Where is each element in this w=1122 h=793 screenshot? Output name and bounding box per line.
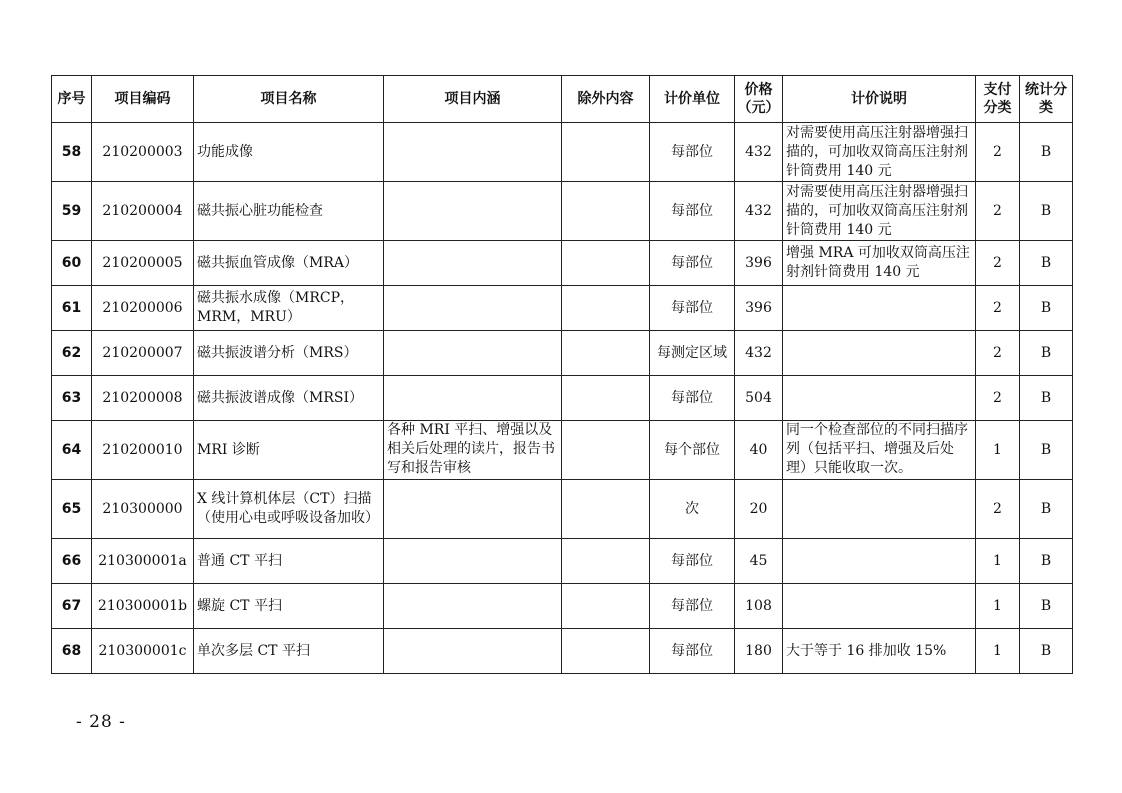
cell-unit: 每个部位 (650, 421, 735, 480)
cell-code: 210200003 (92, 123, 194, 182)
cell-unit: 每部位 (650, 286, 735, 331)
header-name: 项目名称 (194, 76, 384, 123)
cell-seq: 65 (52, 480, 92, 539)
cell-note (783, 480, 976, 539)
cell-name: X 线计算机体层（CT）扫描（使用心电或呼吸设备加收） (194, 480, 384, 539)
cell-code: 210200006 (92, 286, 194, 331)
cell-stat: B (1020, 123, 1073, 182)
cell-pay: 2 (976, 182, 1020, 241)
cell-unit: 每测定区域 (650, 331, 735, 376)
cell-name: 磁共振波谱成像（MRSI） (194, 376, 384, 421)
cell-note: 大于等于 16 排加收 15% (783, 629, 976, 674)
cell-stat: B (1020, 584, 1073, 629)
cell-code: 210300001a (92, 539, 194, 584)
cell-note (783, 331, 976, 376)
cell-exclusions (562, 182, 650, 241)
cell-note: 对需要使用高压注射器增强扫描的，可加收双筒高压注射剂针筒费用 140 元 (783, 123, 976, 182)
cell-content (384, 182, 562, 241)
table-row (52, 123, 1073, 182)
cell-unit: 每部位 (650, 584, 735, 629)
cell-pay: 2 (976, 241, 1020, 286)
cell-code: 210200005 (92, 241, 194, 286)
table-row (52, 286, 1073, 331)
cell-name: 磁共振波谱分析（MRS） (194, 331, 384, 376)
cell-name: 单次多层 CT 平扫 (194, 629, 384, 674)
cell-pay: 2 (976, 286, 1020, 331)
cell-code: 210200004 (92, 182, 194, 241)
cell-stat: B (1020, 376, 1073, 421)
cell-exclusions (562, 584, 650, 629)
cell-content (384, 584, 562, 629)
cell-seq: 60 (52, 241, 92, 286)
cell-pay: 2 (976, 480, 1020, 539)
cell-seq: 64 (52, 421, 92, 480)
cell-note (783, 584, 976, 629)
cell-unit: 每部位 (650, 539, 735, 584)
cell-price: 432 (735, 182, 783, 241)
header-exclusions: 除外内容 (562, 76, 650, 123)
cell-note: 对需要使用高压注射器增强扫描的，可加收双筒高压注射剂针筒费用 140 元 (783, 182, 976, 241)
cell-price: 396 (735, 286, 783, 331)
cell-price: 108 (735, 584, 783, 629)
cell-code: 210300000 (92, 480, 194, 539)
cell-name: 螺旋 CT 平扫 (194, 584, 384, 629)
cell-content (384, 376, 562, 421)
cell-stat: B (1020, 286, 1073, 331)
cell-price: 180 (735, 629, 783, 674)
cell-seq: 67 (52, 584, 92, 629)
cell-stat: B (1020, 629, 1073, 674)
header-seq: 序号 (52, 76, 92, 123)
cell-content (384, 123, 562, 182)
table-row (52, 241, 1073, 286)
header-note: 计价说明 (783, 76, 976, 123)
cell-pay: 1 (976, 421, 1020, 480)
cell-content (384, 241, 562, 286)
cell-name: 功能成像 (194, 123, 384, 182)
cell-content (384, 286, 562, 331)
cell-seq: 63 (52, 376, 92, 421)
cell-seq: 58 (52, 123, 92, 182)
cell-name: MRI 诊断 (194, 421, 384, 480)
cell-exclusions (562, 376, 650, 421)
cell-exclusions (562, 480, 650, 539)
cell-price: 396 (735, 241, 783, 286)
cell-note: 同一个检查部位的不同扫描序列（包括平扫、增强及后处理）只能收取一次。 (783, 421, 976, 480)
cell-content (384, 539, 562, 584)
header-unit: 计价单位 (650, 76, 735, 123)
cell-exclusions (562, 241, 650, 286)
cell-content (384, 331, 562, 376)
cell-pay: 2 (976, 376, 1020, 421)
cell-pay: 2 (976, 123, 1020, 182)
price-table (51, 75, 1073, 674)
table-row (52, 629, 1073, 674)
page-number: - 28 - (76, 712, 126, 732)
cell-stat: B (1020, 539, 1073, 584)
cell-price: 432 (735, 331, 783, 376)
cell-name: 磁共振心脏功能检查 (194, 182, 384, 241)
cell-content (384, 480, 562, 539)
cell-name: 普通 CT 平扫 (194, 539, 384, 584)
cell-seq: 66 (52, 539, 92, 584)
cell-seq: 59 (52, 182, 92, 241)
cell-seq: 68 (52, 629, 92, 674)
cell-seq: 61 (52, 286, 92, 331)
cell-code: 210300001c (92, 629, 194, 674)
cell-unit: 次 (650, 480, 735, 539)
table-row (52, 584, 1073, 629)
cell-stat: B (1020, 182, 1073, 241)
cell-unit: 每部位 (650, 629, 735, 674)
cell-exclusions (562, 123, 650, 182)
cell-price: 432 (735, 123, 783, 182)
cell-seq: 62 (52, 331, 92, 376)
cell-pay: 1 (976, 539, 1020, 584)
cell-stat: B (1020, 480, 1073, 539)
header-price: 价格（元） (735, 76, 783, 123)
cell-pay: 2 (976, 331, 1020, 376)
table-row (52, 331, 1073, 376)
cell-price: 20 (735, 480, 783, 539)
header-pay: 支付分类 (976, 76, 1020, 123)
cell-name: 磁共振血管成像（MRA） (194, 241, 384, 286)
table-row (52, 182, 1073, 241)
cell-exclusions (562, 539, 650, 584)
cell-code: 210300001b (92, 584, 194, 629)
table-row (52, 421, 1073, 480)
cell-content (384, 629, 562, 674)
cell-unit: 每部位 (650, 241, 735, 286)
cell-exclusions (562, 286, 650, 331)
cell-unit: 每部位 (650, 123, 735, 182)
header-stat: 统计分类 (1020, 76, 1073, 123)
cell-price: 504 (735, 376, 783, 421)
cell-name: 磁共振水成像（MRCP，MRM，MRU） (194, 286, 384, 331)
cell-code: 210200007 (92, 331, 194, 376)
cell-pay: 1 (976, 629, 1020, 674)
cell-exclusions (562, 331, 650, 376)
cell-code: 210200008 (92, 376, 194, 421)
cell-pay: 1 (976, 584, 1020, 629)
table-row (52, 376, 1073, 421)
header-row (52, 76, 1073, 123)
cell-code: 210200010 (92, 421, 194, 480)
cell-exclusions (562, 421, 650, 480)
cell-exclusions (562, 629, 650, 674)
cell-note (783, 539, 976, 584)
header-content: 项目内涵 (384, 76, 562, 123)
cell-stat: B (1020, 421, 1073, 480)
cell-note (783, 376, 976, 421)
cell-price: 40 (735, 421, 783, 480)
cell-content: 各种 MRI 平扫、增强以及相关后处理的读片，报告书写和报告审核 (384, 421, 562, 480)
cell-note (783, 286, 976, 331)
table-row (52, 480, 1073, 539)
cell-price: 45 (735, 539, 783, 584)
table-row (52, 539, 1073, 584)
cell-unit: 每部位 (650, 376, 735, 421)
cell-unit: 每部位 (650, 182, 735, 241)
cell-stat: B (1020, 331, 1073, 376)
cell-note: 增强 MRA 可加收双筒高压注射剂针筒费用 140 元 (783, 241, 976, 286)
header-code: 项目编码 (92, 76, 194, 123)
cell-stat: B (1020, 241, 1073, 286)
